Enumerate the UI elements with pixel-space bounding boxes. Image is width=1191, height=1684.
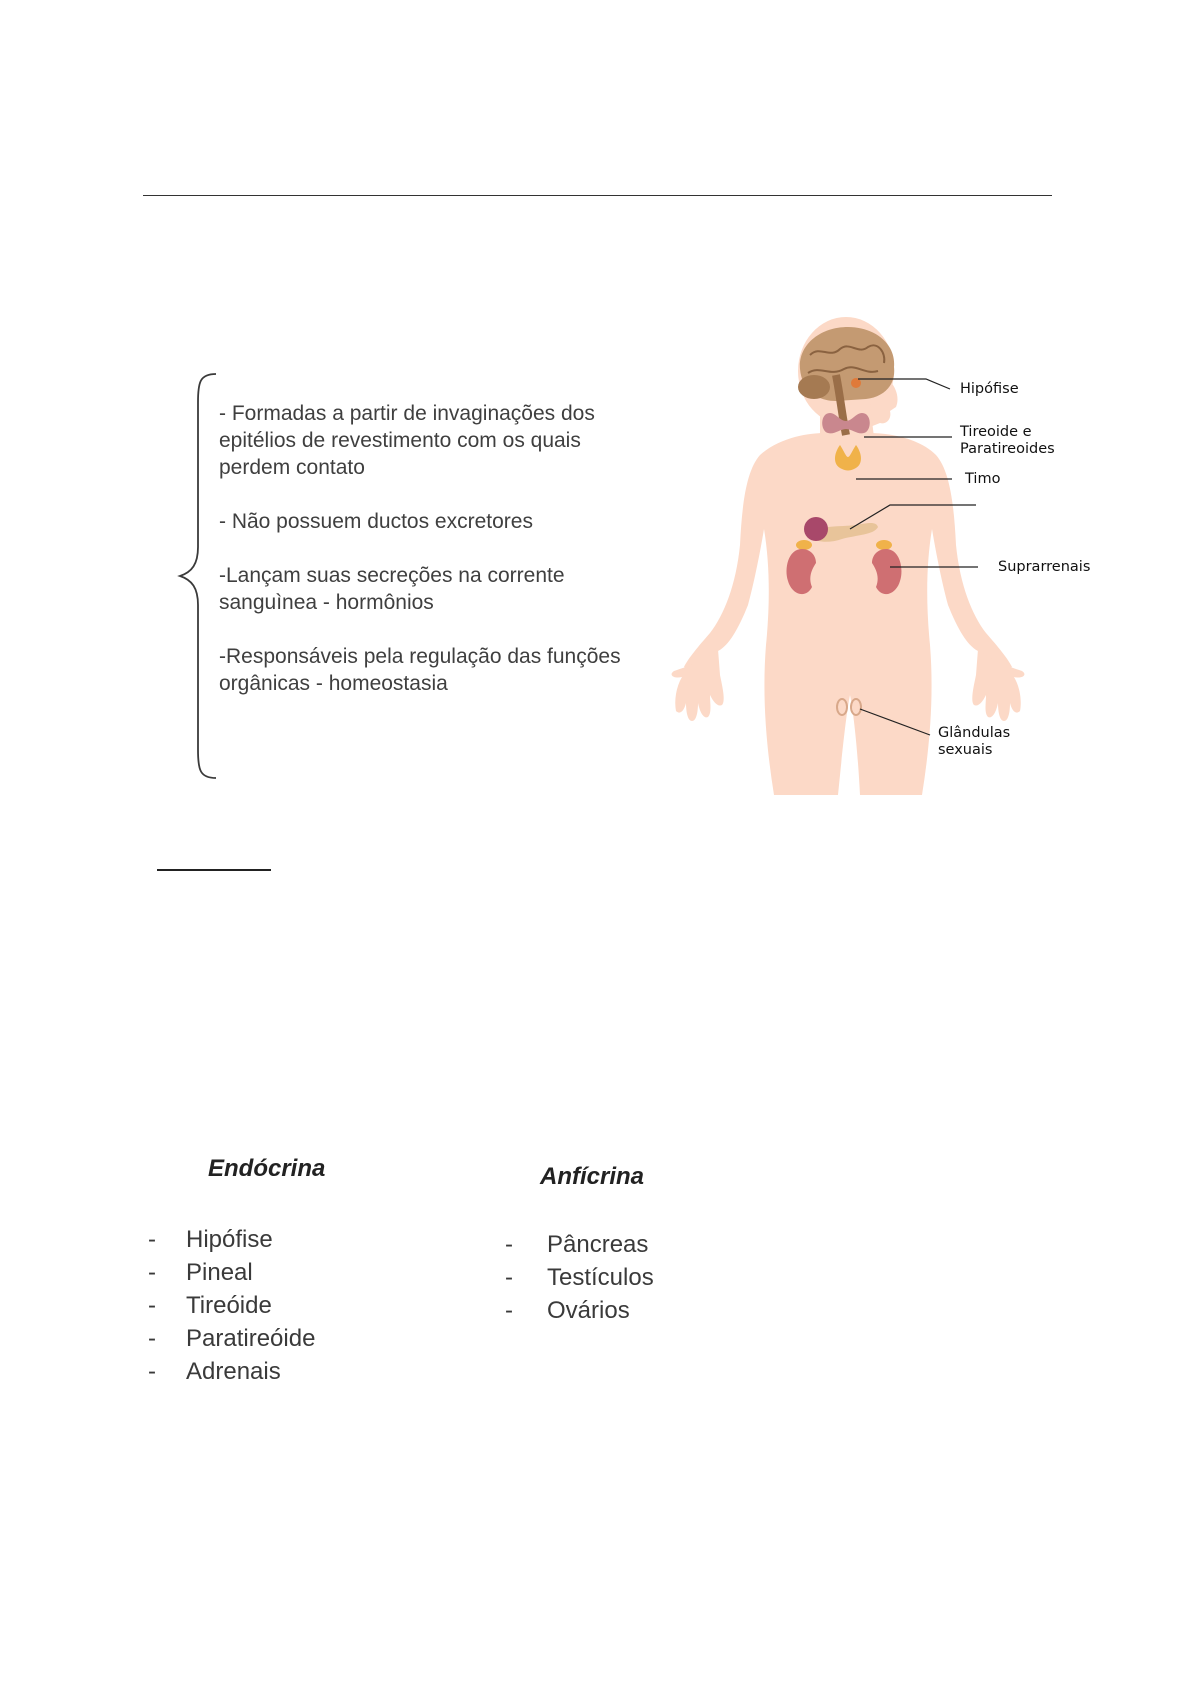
feature-item: - Formadas a partir de invaginações dos epitélios de revestimento com os quais perdem contato [219, 402, 595, 479]
curly-brace [176, 372, 220, 782]
endocrina-list [148, 1226, 408, 1391]
top-divider [143, 195, 1052, 196]
list-item: - Ovários [505, 1297, 630, 1324]
body-illustration [660, 315, 1120, 795]
label-hipofise: Hipófise [960, 381, 1019, 397]
feature-item: -Lançam suas secreções na corrente sanguìnea - hormônios [219, 564, 565, 614]
label-sexuais: sexuais [938, 742, 993, 758]
list-item: - Pineal [148, 1259, 253, 1286]
endocrina-title: Endócrina [208, 1155, 326, 1182]
list-item: - Pâncreas [505, 1231, 649, 1258]
adrenal-icon [876, 540, 892, 550]
label-tireoide: Tireoide e [960, 424, 1032, 440]
label-paratireoides: Paratireoides [960, 441, 1055, 457]
feature-item: -Responsáveis pela regulação das funções orgânicas - homeostasia [219, 645, 621, 695]
section-underline [157, 869, 271, 871]
list-item: - Hipófise [148, 1226, 273, 1253]
list-item: - Adrenais [148, 1358, 281, 1385]
feature-item: - Não possuem ductos excretores [219, 510, 533, 533]
anficrina-title: Anfícrina [540, 1163, 645, 1190]
label-glandulas: Glândulas [938, 725, 1011, 741]
label-suprarrenais: Suprarrenais [998, 559, 1091, 575]
list-item: - Tireóide [148, 1292, 272, 1319]
list-item: - Testículos [505, 1264, 654, 1291]
features-text [219, 400, 639, 724]
endocrine-system-figure [660, 315, 1120, 800]
adrenal-icon [796, 540, 812, 550]
liver-icon [804, 517, 828, 541]
list-item: - Paratireóide [148, 1325, 316, 1352]
anficrina-list [505, 1231, 765, 1330]
label-timo: Timo [965, 471, 1001, 487]
